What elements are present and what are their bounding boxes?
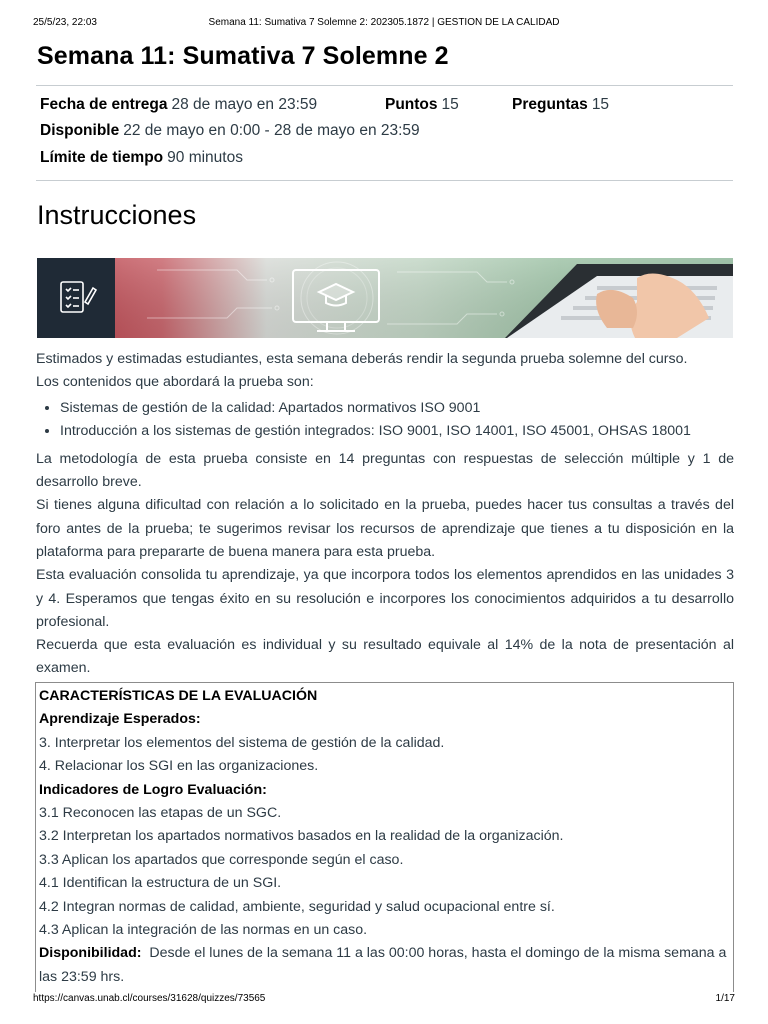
indicator-item: 4.3 Aplican la integración de las normas en un caso. <box>39 922 368 939</box>
indicator-item: 3.2 Interpretan los apartados normativos basados en la realidad de la organización. <box>39 828 564 845</box>
time-limit-label: Límite de tiempo <box>40 149 164 166</box>
instructions-banner <box>37 258 733 338</box>
instructions-body <box>36 348 734 681</box>
intro-paragraph-1: Estimados y estimadas estudiantes, esta semana deberás rendir la segunda prueba solemne del curso. <box>36 351 688 367</box>
time-limit-value: 90 minutos <box>167 149 243 166</box>
print-header <box>33 17 735 31</box>
points-label: Puntos <box>385 96 438 113</box>
page-title: Semana 11: Sumativa 7 Solemne 2 <box>37 42 449 70</box>
available-value: 22 de mayo en 0:00 - 28 de mayo en 23:59 <box>123 122 420 139</box>
available-row <box>40 122 420 140</box>
availability-row <box>39 942 733 989</box>
indicator-item: 3.1 Reconocen las etapas de un SGC. <box>39 805 282 822</box>
evaluation-paragraph: Esta evaluación consolida tu aprendizaje, ya que incorpora todos los elementos aprendidos en las unidades 3 y 4. Esperamos que tengas éxito en su resolución e incorpores los conocimientos adquiridos a tu desarrollo profesional. <box>36 567 734 630</box>
help-paragraph: Si tienes alguna dificultad con relación a lo solicitado en la prueba, puedes hacer tus consultas a través del foro antes de la prueba; te sugerimos revisar los recursos de aprendizaje que tienes a tu disposición en la plataforma para prepararte de buena manera para esta prueba. <box>36 497 734 560</box>
questions-value: 15 <box>591 96 610 113</box>
methodology-paragraph: La metodología de esta prueba consiste en 14 preguntas con respuestas de selección múltiple y 1 de desarrollo breve. <box>36 450 734 491</box>
indicators-label: Indicadores de Logro Evaluación: <box>39 781 267 798</box>
questions-row <box>512 96 609 114</box>
page-number: 1/17 <box>715 993 735 1004</box>
availability-label: Disponibilidad: <box>39 945 142 962</box>
points-row <box>385 96 459 114</box>
indicator-item: 4.1 Identifican la estructura de un SGI. <box>39 875 282 892</box>
print-footer <box>33 993 735 1007</box>
indicator-item: 3.3 Aplican los apartados que corresponde según el caso. <box>39 851 404 868</box>
time-limit-row <box>40 149 243 167</box>
questions-label: Preguntas <box>512 96 588 113</box>
print-datetime: 25/5/23, 22:03 <box>33 17 97 28</box>
list-item: • Sistemas de gestión de la calidad: Apartados normativos ISO 9001 <box>60 397 734 421</box>
instructions-heading: Instrucciones <box>37 200 197 230</box>
contents-list <box>60 397 734 444</box>
characteristics-heading: CARACTERÍSTICAS DE LA EVALUACIÓN <box>39 688 318 704</box>
due-value: 28 de mayo en 23:59 <box>171 96 318 113</box>
due-date-row <box>40 96 317 114</box>
individual-paragraph: Recuerda que esta evaluación es individual y su resultado equivale al 14% de la nota de presentación al examen. <box>36 637 734 677</box>
learning-item: 3. Interpretar los elementos del sistema de gestión de la calidad. <box>39 734 445 751</box>
page-url: https://canvas.unab.cl/courses/31628/quizzes/73565 <box>33 993 266 1004</box>
divider <box>36 85 733 86</box>
available-label: Disponible <box>40 122 120 139</box>
characteristics-table <box>35 682 734 992</box>
divider <box>36 180 733 181</box>
due-label: Fecha de entrega <box>40 96 168 113</box>
learning-label: Aprendizaje Esperados: <box>39 711 201 728</box>
banner-image <box>37 258 733 338</box>
print-page-title: Semana 11: Sumativa 7 Solemne 2: 202305.1872 | GESTION DE LA CALIDAD <box>208 17 560 28</box>
intro-paragraph-2: Los contenidos que abordará la prueba son: <box>36 374 314 391</box>
list-item: • Introducción a los sistemas de gestión integrados: ISO 9001, ISO 14001, ISO 45001, OHSAS 18001 <box>60 420 734 444</box>
learning-item: 4. Relacionar los SGI en las organizaciones. <box>39 758 319 775</box>
availability-text: Desde el lunes de la semana 11 a las 00:00 horas, hasta el domingo de la misma semana a las 23:59 hrs. <box>39 945 727 985</box>
points-value: 15 <box>441 96 459 113</box>
indicator-item: 4.2 Integran normas de calidad, ambiente, seguridad y salud ocupacional entre sí. <box>39 898 555 915</box>
